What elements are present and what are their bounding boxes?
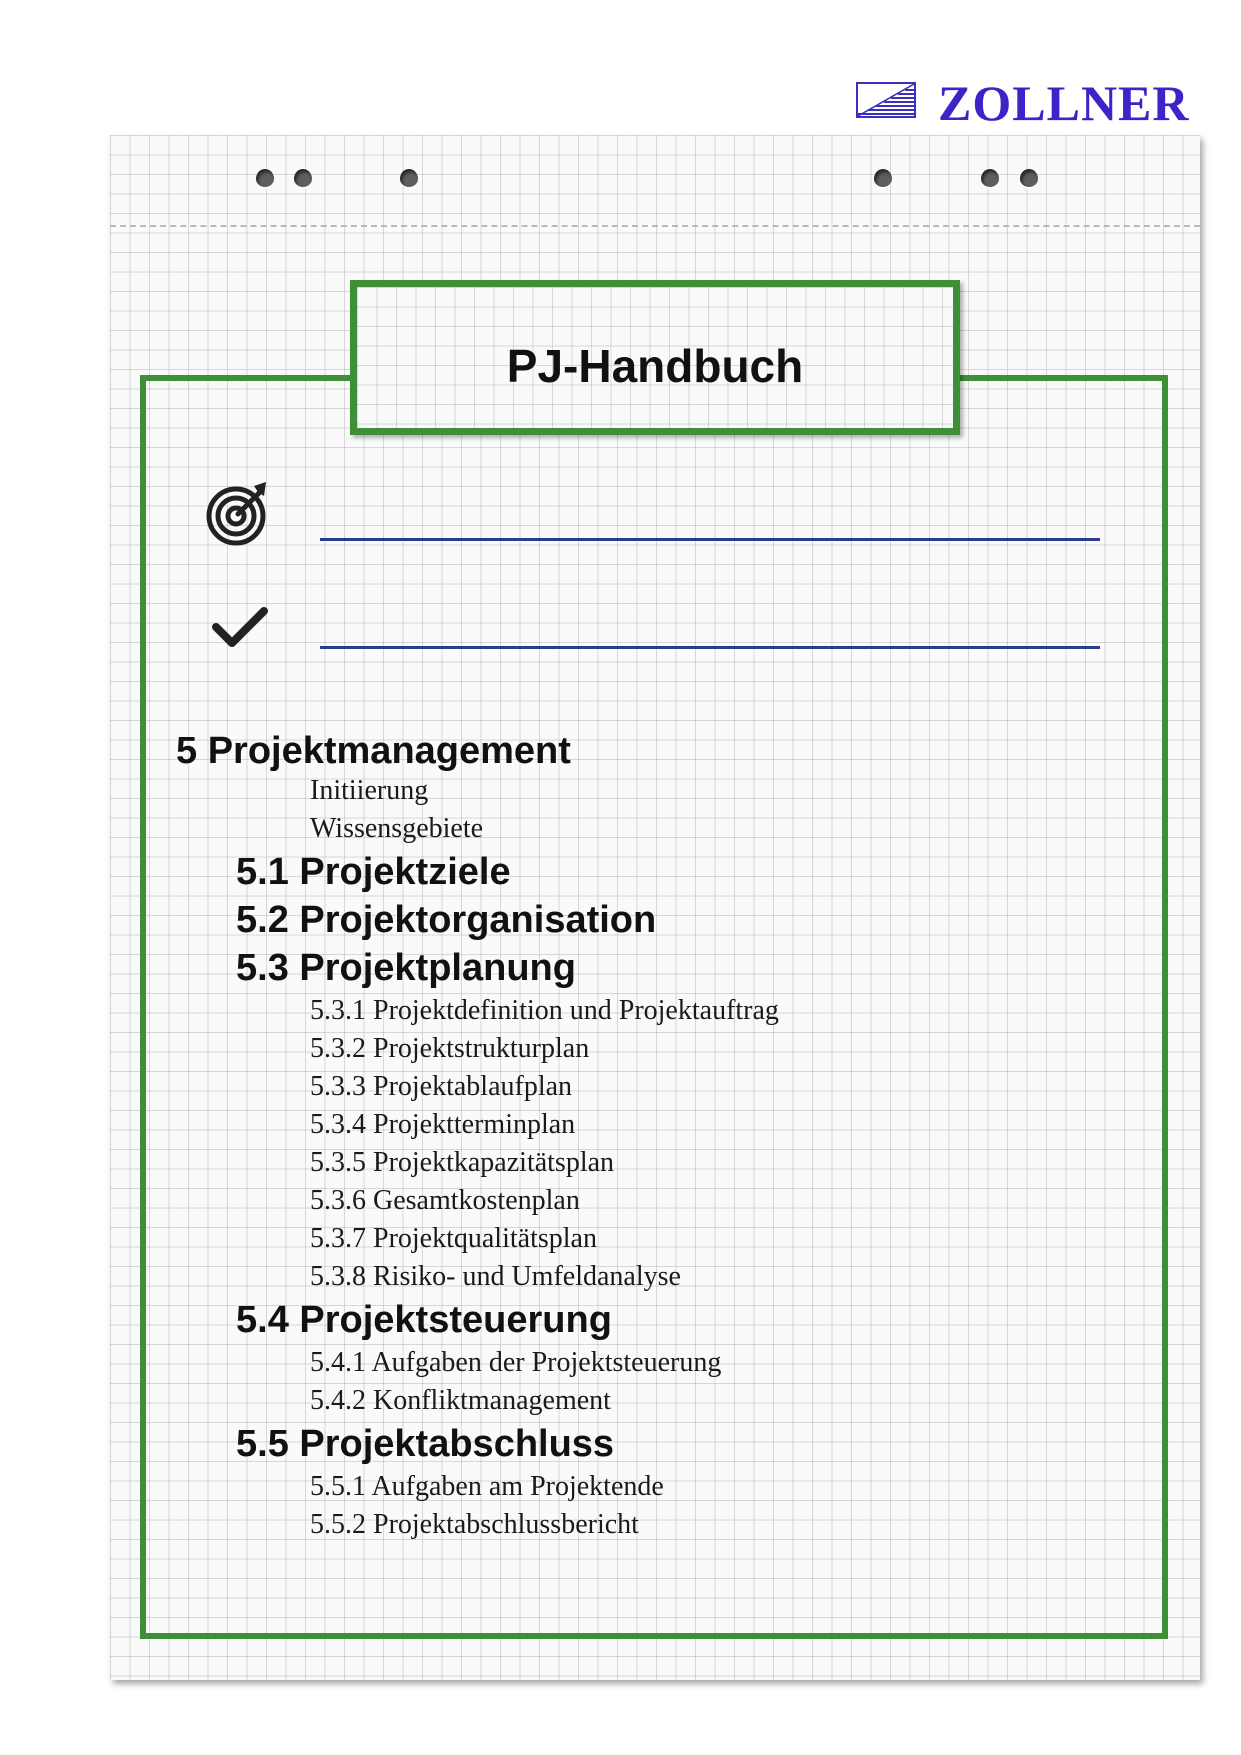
zollner-logo xyxy=(856,75,1196,131)
toc-item: 5.5.2 Projektabschlussbericht xyxy=(310,1509,639,1540)
check-underline xyxy=(320,646,1100,649)
toc-item: 5.3.3 Projektablaufplan xyxy=(310,1071,573,1102)
checkmark-icon xyxy=(212,605,268,649)
toc-item: 5.4.2 Konfliktmanagement xyxy=(310,1385,611,1416)
punch-hole xyxy=(256,169,274,189)
toc-item: 5.3.8 Risiko- und Umfeldanalyse xyxy=(310,1261,681,1292)
document-title: PJ-Handbuch xyxy=(506,340,804,392)
toc-item: 5.3.6 Gesamtkostenplan xyxy=(310,1185,580,1216)
section-heading: 5.2 Projektorganisation xyxy=(236,899,657,941)
punch-hole xyxy=(981,169,999,189)
toc-item: 5.3.5 Projektkapazitätsplan xyxy=(310,1147,615,1178)
target-icon xyxy=(206,480,272,546)
punch-hole xyxy=(294,169,312,189)
toc-item: 5.4.1 Aufgaben der Projektsteuerung xyxy=(310,1347,722,1378)
table-of-contents xyxy=(176,730,1076,1544)
punch-hole xyxy=(874,169,892,189)
perforation-line xyxy=(110,225,1200,227)
punch-hole xyxy=(1020,169,1038,189)
chapter-heading: 5 Projektmanagement xyxy=(176,730,571,772)
toc-item: 5.5.1 Aufgaben am Projektende xyxy=(310,1471,664,1502)
flipchart-sheet xyxy=(110,135,1200,1680)
title-box xyxy=(350,280,960,435)
section-heading: 5.4 Projektsteuerung xyxy=(236,1299,612,1341)
section-heading: 5.1 Projektziele xyxy=(236,851,511,893)
goal-underline xyxy=(320,538,1100,541)
punch-hole xyxy=(400,169,418,189)
toc-item: 5.3.1 Projektdefinition und Projektauftrag xyxy=(310,995,779,1026)
toc-item: 5.3.4 Projektterminplan xyxy=(310,1109,576,1140)
section-heading: 5.5 Projektabschluss xyxy=(236,1423,615,1465)
toc-item: Wissensgebiete xyxy=(310,813,484,844)
toc-item: Initiierung xyxy=(310,775,429,806)
toc-item: 5.3.2 Projektstrukturplan xyxy=(310,1033,590,1064)
logo-wordmark: ZOLLNER xyxy=(938,75,1190,131)
toc-item: 5.3.7 Projektqualitätsplan xyxy=(310,1223,597,1254)
section-heading: 5.3 Projektplanung xyxy=(236,947,576,989)
logo-mark-icon xyxy=(856,82,916,118)
